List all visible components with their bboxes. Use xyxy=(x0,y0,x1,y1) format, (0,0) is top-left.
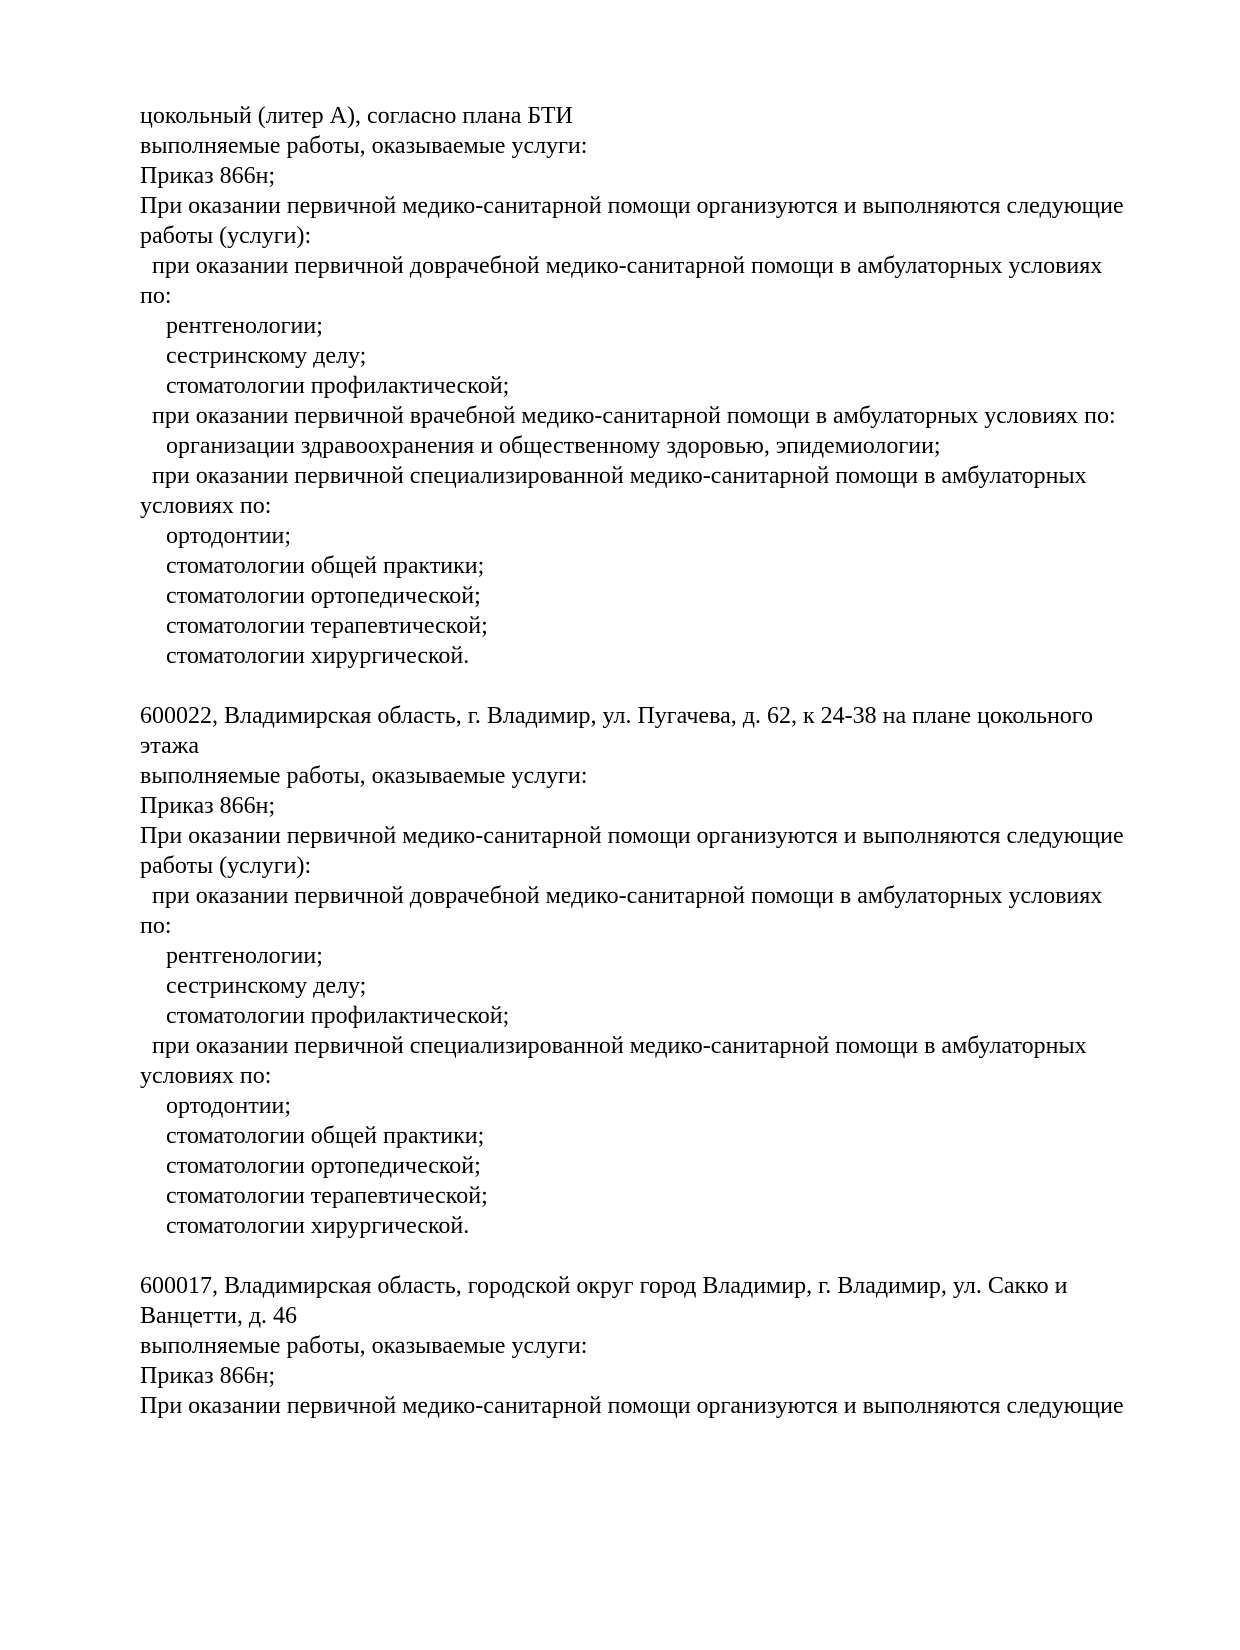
text-line: Ванцетти, д. 46 xyxy=(140,1303,298,1329)
text-line: рентгенологии; xyxy=(166,313,323,339)
text-line: При оказании первичной медико-санитарной помощи организуются и выполняются следующие xyxy=(140,193,1124,219)
text-line: ортодонтии; xyxy=(166,1093,292,1119)
document-body xyxy=(140,101,1200,1421)
text-line: организации здравоохранения и общественному здоровью, эпидемиологии; xyxy=(166,433,941,459)
text-line: Приказ 866н; xyxy=(140,1363,276,1389)
text-line: сестринскому делу; xyxy=(166,973,367,999)
text-line: работы (услуги): xyxy=(140,223,312,249)
text-line: При оказании первичной медико-санитарной помощи организуются и выполняются следующие xyxy=(140,1393,1124,1419)
text-line: 600022, Владимирская область, г. Владимир, ул. Пугачева, д. 62, к 24-38 на плане цокольного xyxy=(140,703,1094,729)
license-section-address-600017-sakko-i-vantsetti xyxy=(140,1271,1200,1421)
text-line: Приказ 866н; xyxy=(140,163,276,189)
text-line: при оказании первичной специализированной медико-санитарной помощи в амбулаторных xyxy=(152,463,1087,489)
text-line: по: xyxy=(140,913,172,939)
text-line: стоматологии терапевтической; xyxy=(166,613,488,639)
text-line: при оказании первичной доврачебной медико-санитарной помощи в амбулаторных условиях xyxy=(152,883,1103,909)
text-line: работы (услуги): xyxy=(140,853,312,879)
text-line: выполняемые работы, оказываемые услуги: xyxy=(140,133,588,159)
text-line: 600017, Владимирская область, городской округ город Владимир, г. Владимир, ул. Сакко и xyxy=(140,1273,1068,1299)
license-section-address-basement-bti xyxy=(140,101,1200,671)
text-line: стоматологии профилактической; xyxy=(166,373,510,399)
text-line: по: xyxy=(140,283,172,309)
text-line: стоматологии терапевтической; xyxy=(166,1183,488,1209)
text-line: ортодонтии; xyxy=(166,523,292,549)
text-line: при оказании первичной врачебной медико-санитарной помощи в амбулаторных условиях по: xyxy=(152,403,1116,429)
text-line: стоматологии хирургической. xyxy=(166,1213,470,1239)
text-line: цокольный (литер А), согласно плана БТИ xyxy=(140,103,573,129)
text-line: выполняемые работы, оказываемые услуги: xyxy=(140,1333,588,1359)
text-line: При оказании первичной медико-санитарной помощи организуются и выполняются следующие xyxy=(140,823,1124,849)
text-line: стоматологии хирургической. xyxy=(166,643,470,669)
text-line: Приказ 866н; xyxy=(140,793,276,819)
text-line: стоматологии профилактической; xyxy=(166,1003,510,1029)
text-line: выполняемые работы, оказываемые услуги: xyxy=(140,763,588,789)
text-line: сестринскому делу; xyxy=(166,343,367,369)
text-line: стоматологии общей практики; xyxy=(166,553,485,579)
text-line: при оказании первичной доврачебной медико-санитарной помощи в амбулаторных условиях xyxy=(152,253,1103,279)
text-line: условиях по: xyxy=(140,1063,272,1089)
text-line: этажа xyxy=(140,733,199,759)
text-line: стоматологии общей практики; xyxy=(166,1123,485,1149)
text-line: условиях по: xyxy=(140,493,272,519)
text-line: стоматологии ортопедической; xyxy=(166,1153,481,1179)
text-line: стоматологии ортопедической; xyxy=(166,583,481,609)
text-line: при оказании первичной специализированной медико-санитарной помощи в амбулаторных xyxy=(152,1033,1087,1059)
text-line: рентгенологии; xyxy=(166,943,323,969)
license-section-address-600022-pugacheva xyxy=(140,701,1200,1241)
